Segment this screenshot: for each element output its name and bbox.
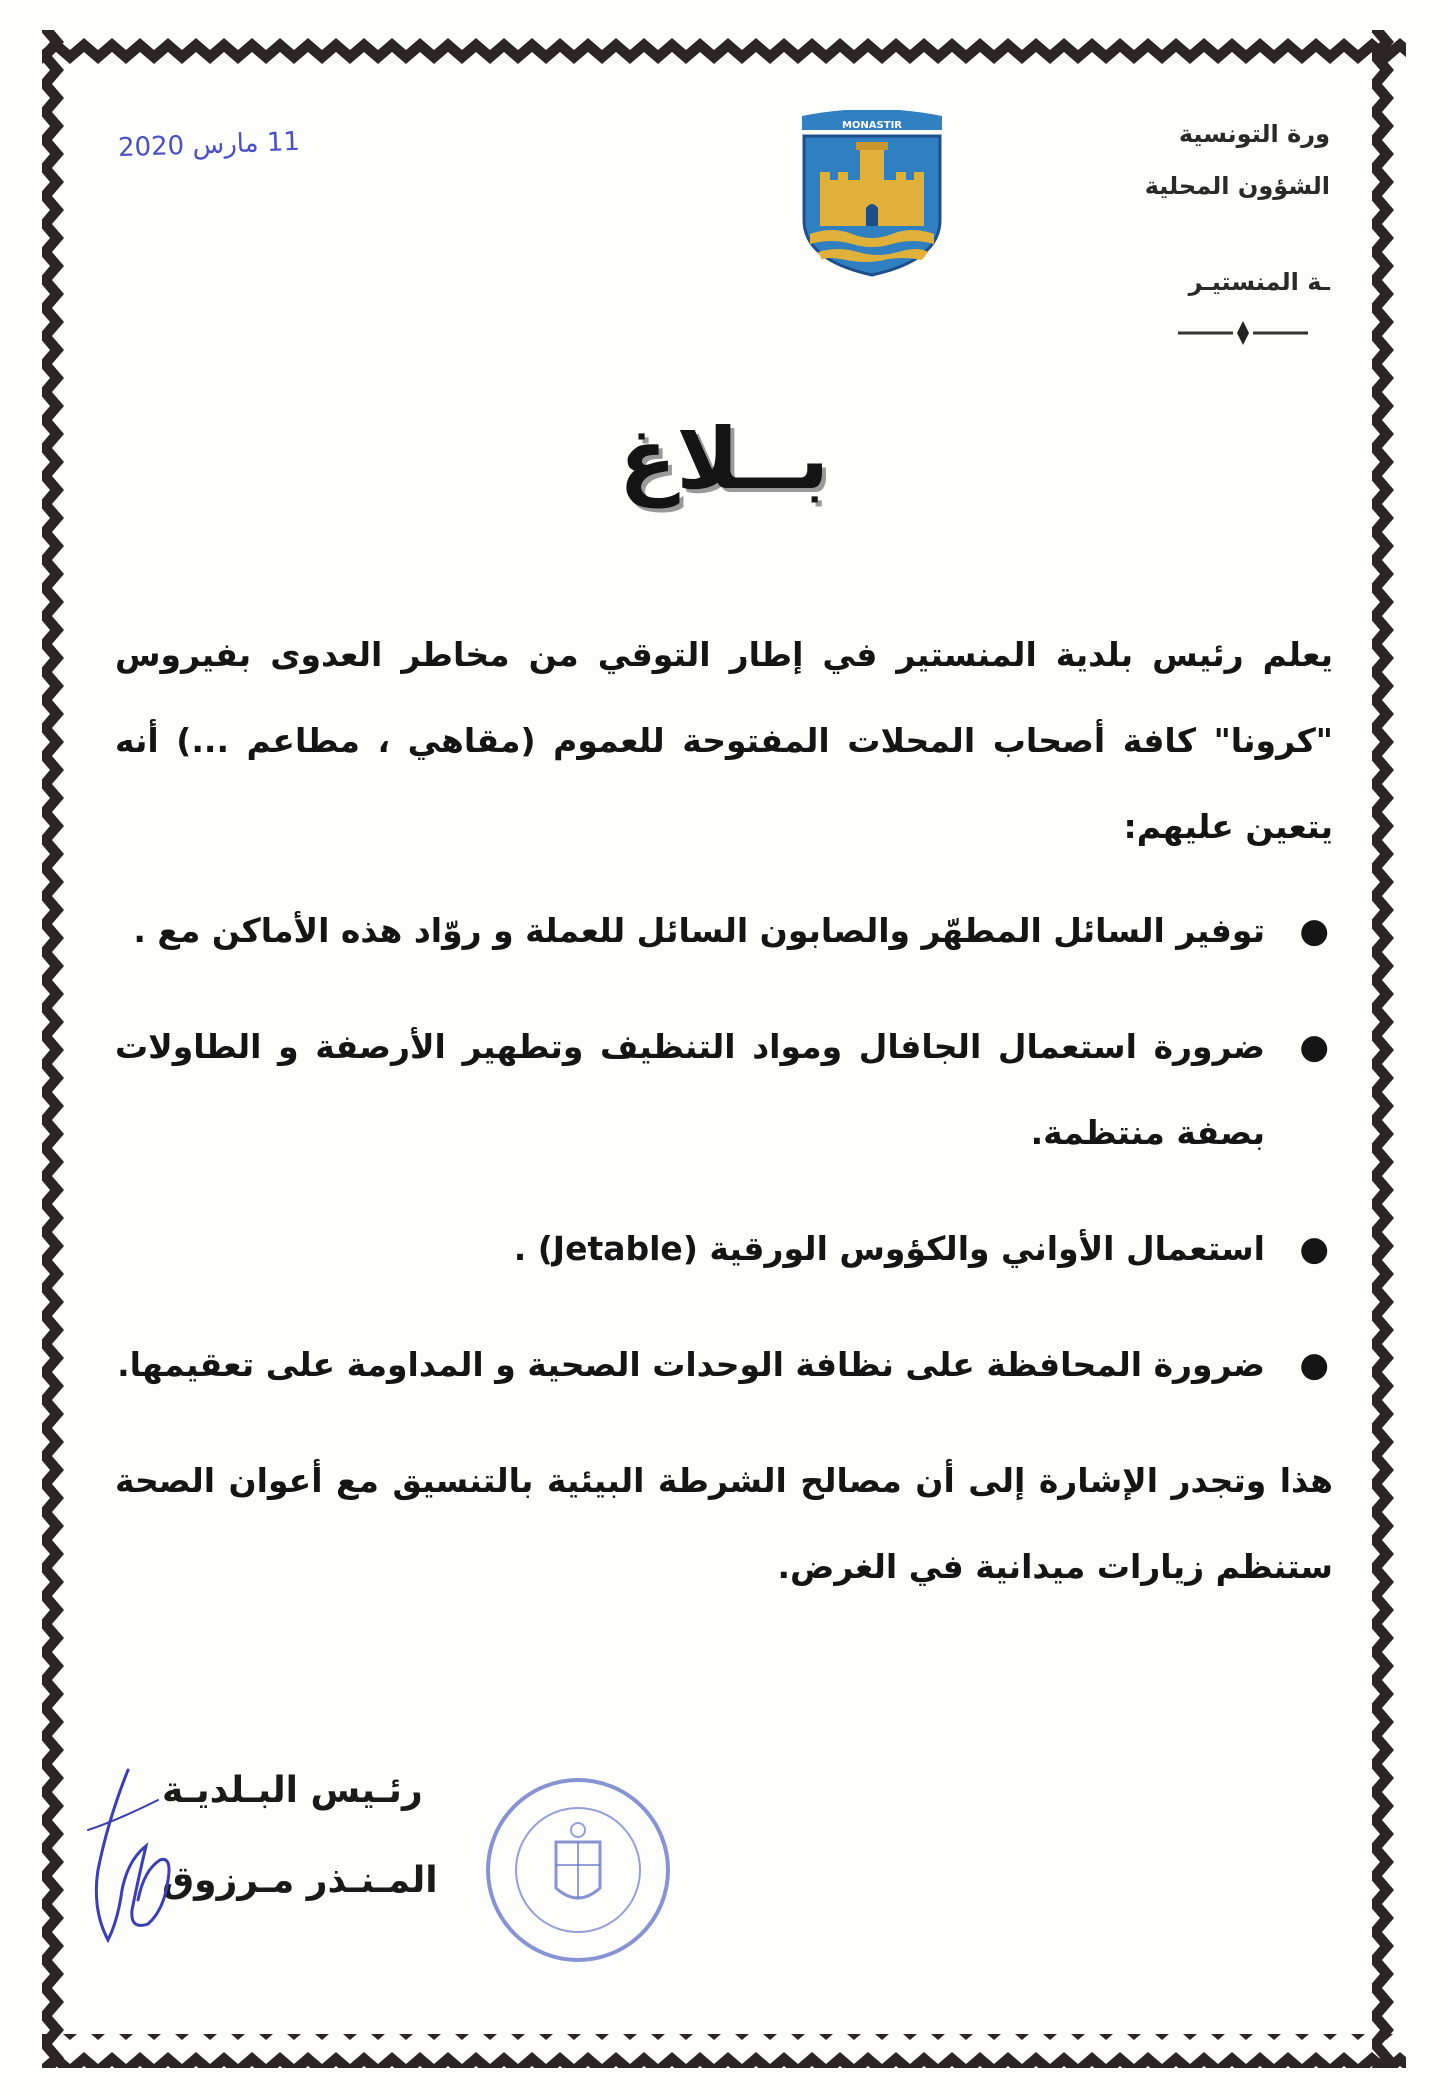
monastir-logo: [792, 110, 952, 280]
announcement-body: [115, 612, 1333, 1610]
bullet-icon: ●: [1299, 1345, 1329, 1385]
divider-ornament: [1178, 318, 1308, 348]
signatory-name: المـنـذر مـرزوق: [162, 1860, 438, 1901]
official-seal: [478, 1770, 678, 1970]
date-stamp: 11 مارس 2020: [117, 126, 301, 164]
list-item-text: توفير السائل المطهّر والصابون السائل للعملة و روّاد هذه الأماكن مع .: [133, 911, 1265, 950]
bullet-icon: ●: [1299, 1027, 1329, 1067]
logo-text: MONASTIR: [841, 120, 903, 131]
requirements-list: [115, 888, 1333, 1408]
handwritten-signature: [68, 1760, 178, 1960]
bullet-icon: ●: [1299, 1229, 1329, 1269]
list-item: [115, 1322, 1333, 1408]
list-item: [115, 1206, 1333, 1292]
list-item-text: ضرورة المحافظة على نظافة الوحدات الصحية و المداومة على تعقيمها.: [117, 1345, 1265, 1384]
list-item: [115, 1004, 1333, 1176]
signatory-title: رئـيس البـلديـة: [162, 1770, 423, 1811]
letterhead: [1145, 108, 1330, 308]
letterhead-department: الشؤون المحلية: [1144, 172, 1330, 200]
list-item-text: ضرورة استعمال الجافال ومواد التنظيف وتطهير الأرصفة و الطاولات بصفة منتظمة.: [115, 1027, 1265, 1152]
document-title: بــلاغ: [618, 410, 830, 508]
list-item: [115, 888, 1333, 974]
letterhead-municipality: ـة المنستيـر: [1188, 268, 1330, 296]
closing-paragraph: هذا وتجدر الإشارة إلى أن مصالح الشرطة البيئية بالتنسيق مع أعوان الصحة ستنظم زيارات ميدانية في الغرض.: [115, 1461, 1333, 1586]
letterhead-ministry: ورة التونسية: [1178, 120, 1330, 148]
list-item-text: استعمال الأواني والكؤوس الورقية (Jetable) .: [513, 1229, 1265, 1268]
bullet-icon: ●: [1299, 911, 1329, 951]
intro-paragraph: يعلم رئيس بلدية المنستير في إطار التوقي من مخاطر العدوى بفيروس "كرونا" كافة أصحاب المحلات المفتوحة للعموم (مقاهي ، مطاعم ...) أنه يتعين عليهم:: [115, 635, 1333, 846]
